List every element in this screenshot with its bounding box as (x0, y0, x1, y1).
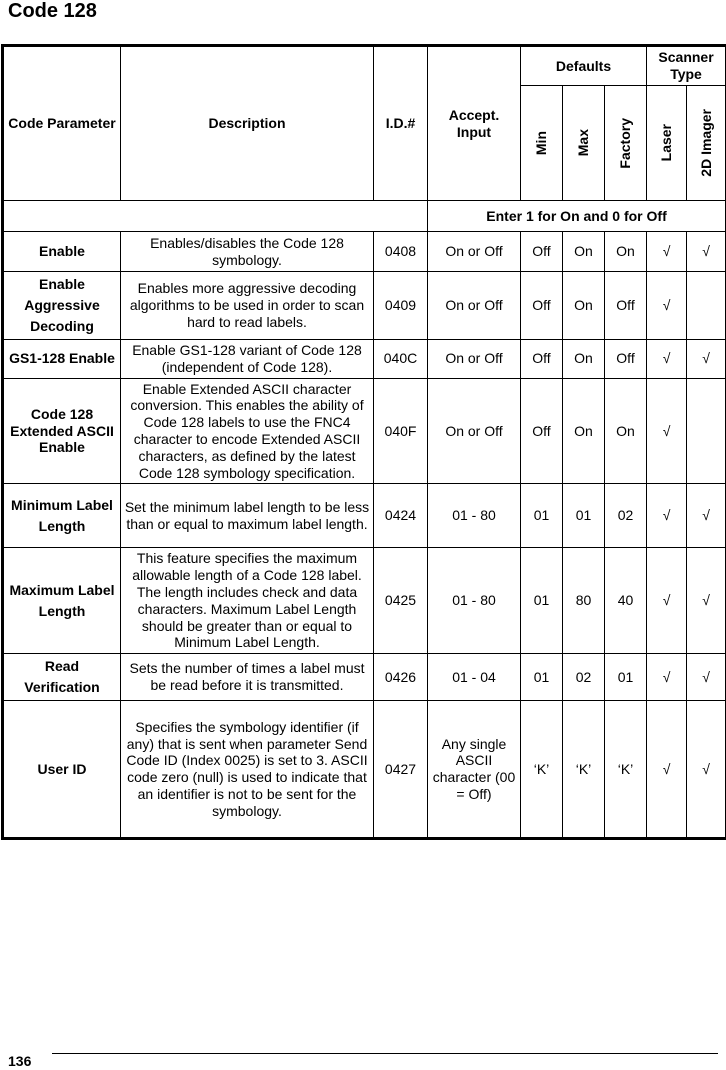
param-min: Off (521, 340, 563, 379)
header-scanner-type: Scanner Type (647, 46, 726, 86)
param-factory: ‘K’ (605, 701, 647, 839)
code128-parameter-table (1, 44, 726, 840)
param-factory: On (605, 232, 647, 272)
param-min: Off (521, 232, 563, 272)
param-max: On (563, 340, 605, 379)
header-laser: Laser (658, 124, 675, 162)
param-min: Off (521, 272, 563, 340)
param-id: 0409 (374, 272, 428, 340)
laser-check: √ (647, 340, 687, 379)
param-name: Minimum Label Length (3, 484, 121, 548)
header-max: Max (575, 129, 592, 157)
param-accept: On or Off (428, 272, 521, 340)
header-id: I.D.# (374, 46, 428, 201)
table-row (3, 272, 726, 340)
param-accept: On or Off (428, 378, 521, 484)
param-description: Set the minimum label length to be less than or equal to maximum label length. (121, 484, 374, 548)
param-id: 040C (374, 340, 428, 379)
param-accept: 01 - 04 (428, 654, 521, 701)
param-max: 80 (563, 548, 605, 654)
param-name: Enable (3, 232, 121, 272)
table-row (3, 378, 726, 484)
imager-check: √ (687, 654, 726, 701)
param-max: On (563, 272, 605, 340)
param-description: Enables/disables the Code 128 symbology. (121, 232, 374, 272)
param-id: 0424 (374, 484, 428, 548)
param-id: 0408 (374, 232, 428, 272)
param-name: Read Verification (3, 654, 121, 701)
laser-check: √ (647, 272, 687, 340)
imager-check (687, 378, 726, 484)
param-factory: On (605, 378, 647, 484)
header-factory: Factory (617, 117, 634, 169)
param-name: Enable Aggressive Decoding (3, 272, 121, 340)
table-row (3, 232, 726, 272)
param-min: 01 (521, 548, 563, 654)
param-max: 01 (563, 484, 605, 548)
header-2d-imager: 2D Imager (697, 109, 714, 177)
param-accept: 01 - 80 (428, 548, 521, 654)
param-accept: On or Off (428, 232, 521, 272)
header-accept-input: Accept. Input (428, 46, 521, 201)
page-number: 136 (8, 1053, 32, 1069)
param-accept: On or Off (428, 340, 521, 379)
table-row (3, 484, 726, 548)
table-row (3, 548, 726, 654)
param-description: Specifies the symbology identifier (if any) that is sent when parameter Send Code ID (Index 0025) is set to 3. ASCII code zero (null) is used to indicate that an identifier is not to be sent for the symbology. (121, 701, 374, 839)
param-max: 02 (563, 654, 605, 701)
header-defaults: Defaults (521, 46, 647, 86)
param-id: 0427 (374, 701, 428, 839)
imager-check: √ (687, 484, 726, 548)
param-description: Enable Extended ASCII character conversion. This enables the ability of Code 128 labels to use the FNC4 character to encode Extended ASCII characters, as defined by the latest Code 128 symbology specification. (121, 378, 374, 484)
param-factory: Off (605, 340, 647, 379)
param-id: 040F (374, 378, 428, 484)
laser-check: √ (647, 701, 687, 839)
param-name: User ID (3, 701, 121, 839)
param-description: Sets the number of times a label must be read before it is transmitted. (121, 654, 374, 701)
imager-check: √ (687, 340, 726, 379)
param-name: Code 128 Extended ASCII Enable (3, 378, 121, 484)
param-accept: Any single ASCII character (00 = Off) (428, 701, 521, 839)
imager-check: √ (687, 701, 726, 839)
param-id: 0425 (374, 548, 428, 654)
laser-check: √ (647, 654, 687, 701)
param-min: Off (521, 378, 563, 484)
header-description: Description (121, 46, 374, 201)
param-description: Enables more aggressive decoding algorithms to be used in order to scan hard to read labels. (121, 272, 374, 340)
param-name: GS1-128 Enable (3, 340, 121, 379)
param-description: Enable GS1-128 variant of Code 128 (independent of Code 128). (121, 340, 374, 379)
param-min: 01 (521, 484, 563, 548)
param-min: 01 (521, 654, 563, 701)
table-row (3, 701, 726, 839)
laser-check: √ (647, 232, 687, 272)
table-row (3, 340, 726, 379)
param-min: ‘K’ (521, 701, 563, 839)
blank-cell (3, 201, 428, 232)
imager-check: √ (687, 232, 726, 272)
param-factory: 01 (605, 654, 647, 701)
param-accept: 01 - 80 (428, 484, 521, 548)
page-title: Code 128 (8, 0, 97, 22)
param-id: 0426 (374, 654, 428, 701)
param-factory: 02 (605, 484, 647, 548)
enter-note: Enter 1 for On and 0 for Off (428, 201, 726, 232)
param-name: Maximum Label Length (3, 548, 121, 654)
param-factory: Off (605, 272, 647, 340)
param-max: On (563, 378, 605, 484)
header-min: Min (533, 130, 550, 156)
footer-rule (52, 1053, 718, 1054)
header-code-parameter: Code Parameter (3, 46, 121, 201)
imager-check: √ (687, 548, 726, 654)
param-max: On (563, 232, 605, 272)
laser-check: √ (647, 484, 687, 548)
table-row (3, 654, 726, 701)
param-max: ‘K’ (563, 701, 605, 839)
param-description: This feature specifies the maximum allowable length of a Code 128 label. The length includes check and data characters. Maximum Label Length should be greater than or equal to Minimum Label Length. (121, 548, 374, 654)
laser-check: √ (647, 378, 687, 484)
param-factory: 40 (605, 548, 647, 654)
laser-check: √ (647, 548, 687, 654)
imager-check (687, 272, 726, 340)
